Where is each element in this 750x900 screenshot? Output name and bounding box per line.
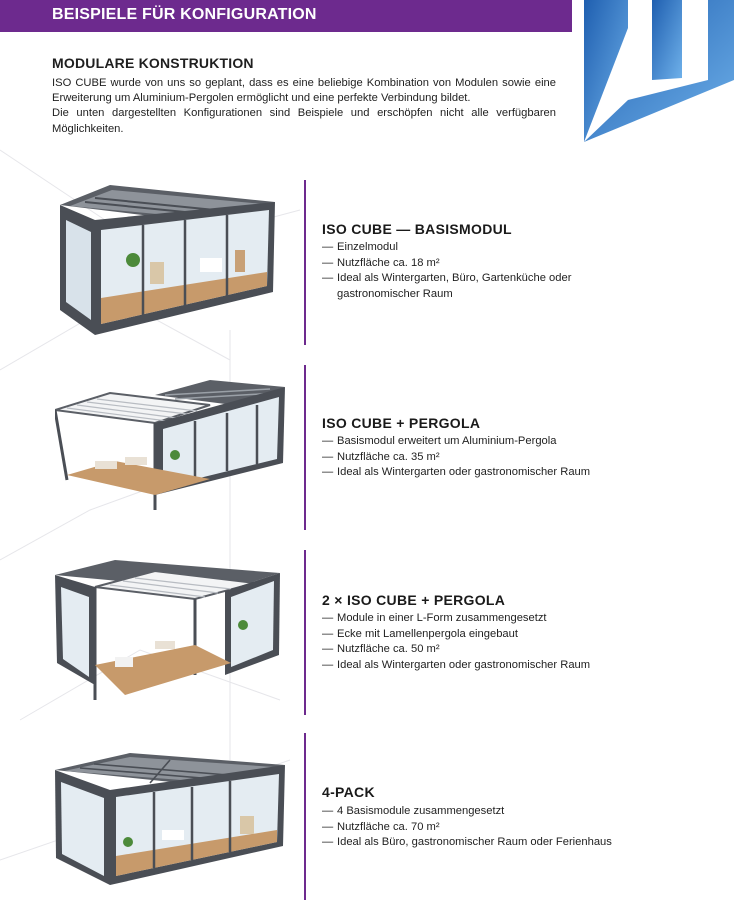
section-1-divider	[304, 180, 306, 345]
illustration-pergola	[55, 375, 290, 520]
section-4-list	[322, 804, 622, 851]
list-item: — Nutzfläche ca. 35 m²	[322, 450, 440, 463]
intro-paragraph-2: Die unten dargestellten Konfigurationen sind Beispiele und erschöpfen nicht alle verfügbaren Möglichkeiten.	[52, 107, 556, 135]
section-2-divider	[304, 365, 306, 530]
section-1-list	[322, 240, 622, 302]
section-3-divider	[304, 550, 306, 715]
illustration-l-form	[55, 555, 285, 705]
list-item: — 4 Basismodule zusammengesetzt	[322, 805, 505, 817]
section-3-title: 2 × ISO CUBE + PERGOLA	[322, 592, 506, 608]
intro-paragraph-1: ISO CUBE wurde von uns so geplant, dass es eine beliebige Kombination von Modulen sowie eine Erweiterung um Aluminium-Pergolen ermöglicht und eine perfekte Verbindung bildet.	[52, 77, 556, 105]
list-item: — Ideal als Wintergarten oder gastronomischer Raum	[322, 658, 591, 671]
list-item: — Ideal als Büro, gastronomischer Raum oder Ferienhaus	[322, 836, 612, 848]
illustration-4-pack	[50, 750, 290, 890]
list-item: — Nutzfläche ca. 18 m²	[322, 256, 440, 269]
list-item: — Nutzfläche ca. 50 m²	[322, 643, 440, 655]
intro-text	[52, 76, 556, 137]
section-4-divider	[304, 733, 306, 900]
header-bar	[0, 0, 572, 32]
list-item: — Basismodul erweitert um Aluminium-Pergola	[322, 435, 557, 447]
section-2-title: ISO CUBE + PERGOLA	[322, 415, 481, 431]
page-title: BEISPIELE FÜR KONFIGURATION	[52, 6, 317, 23]
illustration-basismodul	[55, 180, 285, 340]
section-2-list	[322, 434, 622, 481]
section-4-title: 4-PACK	[322, 784, 375, 800]
intro-title: MODULARE KONSTRUKTION	[52, 55, 254, 71]
section-3-list	[322, 611, 622, 673]
brand-logo-icon	[584, 0, 734, 142]
list-item: — Einzelmodul	[322, 241, 398, 253]
list-item: — Ideal als Wintergarten, Büro, Gartenküche oder gastronomischer Raum	[322, 272, 572, 300]
list-item: — Ideal als Wintergarten oder gastronomischer Raum	[322, 466, 591, 478]
list-item: — Ecke mit Lamellenpergola eingebaut	[322, 627, 518, 640]
list-item: — Module in einer L-Form zusammengesetzt	[322, 612, 547, 624]
section-1-title: ISO CUBE — BASISMODUL	[322, 221, 512, 237]
list-item: — Nutzfläche ca. 70 m²	[322, 820, 440, 833]
